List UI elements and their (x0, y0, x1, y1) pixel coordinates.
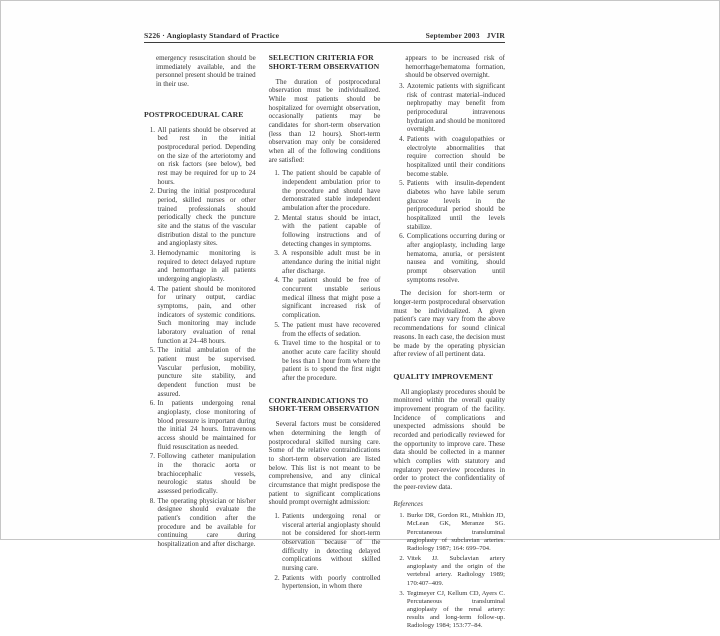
list-item: 2. Mental status should be intact, with the patient capable of following instructions and of detecting changes in symptoms. (274, 213, 381, 248)
list-item: 4. The patient should be free of concurrent unstable serious medical illness that might pose a significant increased risk of complication. (274, 276, 381, 320)
list-item: 1. Patients undergoing renal or visceral arterial angioplasty should not be considered for short-term observation because of the difficulty in detecting delayed complications without skilled nursing care. (274, 511, 381, 572)
running-head-title: S226 · Angioplasty Standard of Practice (144, 31, 280, 40)
list-item: 8. The operating physician or his/her designee should evaluate the patient's condition after the procedure and be available for continuing care during hospitalization and after discharge. (149, 496, 256, 549)
decision-paragraph: The decision for short-term or longer-term postprocedural observation must be individualized. A given patient's care may vary from the above recommendations for sound clinical reasons. In each case, the decision must be made by the operating physician after review of all pertinent data. (393, 289, 506, 359)
running-head-issue (419, 31, 505, 40)
quality-improvement-paragraph: All angioplasty procedures should be monitored within the overall quality improvement program of the facility. Incidence of complications and unexpected admissions should be recorded and periodically reviewed for the opportunity to improve care. These data should be collected in a manner which complies with statutory and regulatory peer-review procedures in order to protect the confidentiality of the peer-review data. (393, 387, 506, 492)
list-item: 7. Following catheter manipulation in the thoracic aorta or brachiocephalic vessels, neurologic status should be assessed periodically. (149, 452, 256, 496)
references-list (393, 512, 505, 630)
column-1 (144, 54, 256, 636)
list-item: 3. A responsible adult must be in attendance during the initial night after discharge. (274, 249, 381, 275)
selection-criteria-intro: The duration of postprocedural observation must be individualized. While most patients should be hospitalized for overnight observation, occasionally patients may be candidates for short-term observation (less than 12 hours). Short-term observation may only be considered when all of the following conditions are satisfied: (268, 77, 381, 164)
list-item: 6. Complications occurring during or after angioplasty, including large hematoma, anuria, or persistent nausea and vomiting, should prompt observation until symptoms resolve. (399, 232, 506, 284)
list-item: 2. Patients with poorly controlled hypertension, in whom there (274, 573, 381, 591)
reference-item: 1. Burke DR, Gordon RL, Mishkin JD, McLean GK, Meranze SG. Percutaneous transluminal angioplasty of subclavian arteries. Radiology 1987; 164: 699–704. (399, 512, 506, 552)
contraindications-list-continued (393, 82, 505, 284)
list-item: 6. Travel time to the hospital or to another acute care facility should be less than 1 hour from where the patient is to spend the first night after the procedure. (274, 339, 381, 382)
three-column-body (144, 54, 505, 636)
list-item: 6. In patients undergoing renal angioplasty, close monitoring of blood pressure is important during the initial 24 hours. Intravenous access should be maintained for fluid resuscitation as needed. (149, 399, 256, 451)
reference-item: 3. Tegtmeyer CJ, Kellum CD, Ayers C. Percutaneous transluminal angioplasty of the renal artery: results and long-term follow-up. Radiology 1984; 153:77–84. (399, 589, 506, 630)
list-item: 1. All patients should be observed at bed rest in the initial postprocedural period. Depending on the size of the arteriotomy and on risk factors (see below), bed rest may be required for up to 24 hours. (149, 125, 256, 186)
heading-quality-improvement: QUALITY IMPROVEMENT (393, 371, 493, 381)
journal-abbreviation: JVIR (486, 31, 505, 40)
continued-paragraph: emergency resuscitation should be immediately available, and the personnel present should be trained in their use. (156, 54, 256, 89)
list-item: 5. Patients with insulin-dependent diabetes who have labile serum glucose levels in the periprocedural period should be hospitalized until the levels stabilize. (399, 179, 506, 231)
list-item: 3. Azotemic patients with significant risk of contrast material–induced nephropathy may benefit from periprocedural intravenous hydration and should be monitored overnight. (399, 82, 506, 134)
column-2 (269, 54, 381, 636)
list-item: 4. The patient should be monitored for urinary output, cardiac symptoms, pain, and other indicators of systemic conditions. Such monitoring may include laboratory evaluation of renal function at 24–48 hours. (149, 284, 256, 345)
references-heading: References (393, 500, 423, 508)
contraindications-intro: Several factors must be considered when determining the length of postprocedural skilled nursing care. Some of the relative contraindications to short-term observation are listed below. This list is not meant to be comprehensive, and any clinical circumstance that might predispose the patient to significant complications should prompt overnight admission: (268, 420, 381, 507)
reference-item: 2. Vitek JJ. Subclavian artery angioplasty and the origin of the vertebral artery. Radiology 1989; 170:407–409. (399, 555, 506, 587)
postprocedural-care-list (144, 126, 256, 549)
contraindications-list (269, 512, 381, 591)
list-item: 1. The patient should be capable of independent ambulation prior to the procedure and should have demonstrated stable independent ambulation after the procedure. (274, 169, 381, 213)
heading-postprocedural-care: POSTPROCEDURAL CARE (144, 109, 244, 119)
list-item: 3. Hemodynamic monitoring is required to detect delayed rupture and hemorrhage in all patients undergoing angioplasty. (149, 248, 256, 283)
list-item: 5. The initial ambulation of the patient must be supervised. Vascular perfusion, mobility, puncture site stability, and dependent function must be assured. (149, 346, 256, 398)
list-item: 2. During the initial postprocedural period, skilled nurses or other trained professionals should periodically check the puncture site and the status of the vascular distribution distal to the puncture and angioplasty sites. (149, 187, 256, 248)
column-3 (393, 54, 505, 636)
issue-date: September 2003 (425, 31, 480, 40)
heading-selection-criteria: SELECTION CRITERIA FOR SHORT-TERM OBSERVATION (268, 53, 380, 71)
journal-page-scan (144, 31, 505, 636)
list-item: 5. The patient must have recovered from the effects of sedation. (274, 320, 381, 338)
continued-list-text: appears to be increased risk of hemorrhage/hematoma formation, should be observed overnight. (405, 54, 506, 80)
heading-contraindications: CONTRAINDICATIONS TO SHORT-TERM OBSERVATION (268, 395, 380, 414)
running-head (144, 31, 505, 43)
selection-criteria-list (269, 169, 381, 382)
list-item: 4. Patients with coagulopathies or electrolyte abnormalities that require correction should be hospitalized until their conditions become stable. (399, 135, 506, 178)
